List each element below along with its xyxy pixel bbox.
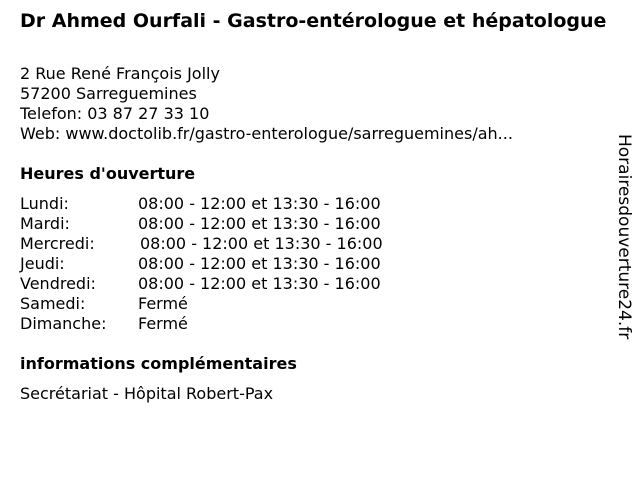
time-value: 08:00 - 12:00 et 13:30 - 16:00: [140, 234, 383, 253]
street-address: 2 Rue René François Jolly: [20, 64, 220, 83]
page-title: Dr Ahmed Ourfali - Gastro-entérologue et hépatologue: [20, 10, 607, 32]
info-heading: informations complémentaires: [20, 354, 297, 373]
time-value: Fermé: [138, 294, 188, 313]
time-value: 08:00 - 12:00 et 13:30 - 16:00: [138, 274, 381, 293]
day-label: Jeudi:: [20, 254, 65, 273]
city-address: 57200 Sarreguemines: [20, 84, 197, 103]
time-value: 08:00 - 12:00 et 13:30 - 16:00: [138, 254, 381, 273]
day-label: Vendredi:: [20, 274, 96, 293]
day-label: Dimanche:: [20, 314, 107, 333]
info-text: Secrétariat - Hôpital Robert-Pax: [20, 384, 274, 403]
day-label: Mardi:: [20, 214, 70, 233]
phone-number[interactable]: Telefon: 03 87 27 33 10: [20, 104, 210, 123]
time-value: 08:00 - 12:00 et 13:30 - 16:00: [138, 194, 381, 213]
watermark-text: Horairesdouverture24.fr: [614, 134, 634, 340]
address-block: [20, 64, 513, 144]
time-value: Fermé: [138, 314, 188, 333]
hours-heading: Heures d'ouverture: [20, 164, 196, 183]
website-link[interactable]: Web: www.doctolib.fr/gastro-enterologue/sarreguemines/ah...: [20, 124, 513, 143]
day-label: Samedi:: [20, 294, 86, 313]
day-label: Lundi:: [20, 194, 69, 213]
day-label: Mercredi:: [20, 234, 95, 253]
time-value: 08:00 - 12:00 et 13:30 - 16:00: [138, 214, 381, 233]
